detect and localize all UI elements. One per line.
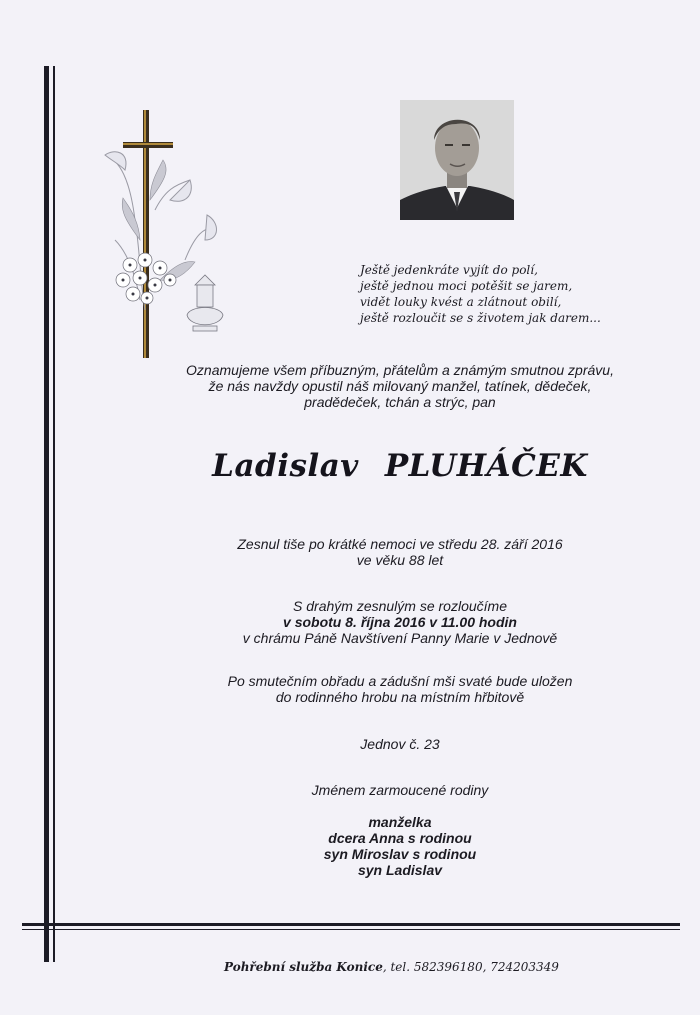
border-horizontal-thin (22, 929, 680, 930)
announcement (140, 362, 660, 410)
funeral-company: Pohřební služba Konice (224, 960, 383, 974)
announcement-line: že nás navždy opustil náš milovaný manžel, tatínek, dědeček, (208, 378, 592, 394)
deceased-name (140, 448, 660, 484)
family-intro: Jménem zarmoucené rodiny (311, 782, 489, 798)
poem (360, 262, 660, 326)
death-line: Zesnul tiše po krátké nemoci ve středu 28. září 2016 (237, 536, 563, 552)
burial-line: Po smutečním obřadu a zádušní mši svaté bude uložen (227, 673, 573, 689)
family-member: syn Miroslav s rodinou (323, 846, 477, 862)
announcement-line: Oznamujeme všem příbuzným, přátelům a známým smutnou zprávu, (186, 362, 614, 378)
footer (224, 960, 559, 974)
farewell-info (140, 598, 660, 646)
family-member: syn Ladislav (357, 862, 443, 878)
border-vertical-thin (53, 66, 55, 962)
portrait-photo (400, 100, 514, 220)
poem-line: vidět louky kvést a zlátnout obilí, (360, 295, 562, 309)
farewell-place: v chrámu Páně Navštívení Panny Marie v Jednově (242, 630, 558, 646)
company-contact: , tel. 582396180, 724203349 (382, 960, 559, 974)
death-info (140, 536, 660, 568)
first-name: Ladislav (212, 448, 359, 484)
burial-line: do rodinného hrobu na místním hřbitově (275, 689, 525, 705)
address: Jednov č. 23 (360, 736, 440, 752)
cross-with-flowers-icon (95, 100, 225, 365)
farewell-date-time: v sobotu 8. října 2016 v 11.00 hodin (283, 614, 517, 630)
border-vertical-thick (44, 66, 49, 962)
farewell-intro: S drahým zesnulým se rozloučíme (293, 598, 507, 614)
family-member: manželka (368, 814, 432, 830)
poem-line: ještě jednou moci potěšit se jarem, (360, 279, 573, 293)
burial-info (140, 673, 660, 705)
border-horizontal-thick (22, 923, 680, 926)
poem-line: Ještě jedenkráte vyjít do polí, (360, 263, 538, 277)
family-members (140, 814, 660, 878)
announcement-line: pradědeček, tchán a strýc, pan (304, 394, 496, 410)
last-name: PLUHÁČEK (384, 448, 588, 484)
family-member: dcera Anna s rodinou (328, 830, 472, 846)
death-line: ve věku 88 let (356, 552, 444, 568)
poem-line: ještě rozloučit se s životem jak darem... (360, 311, 601, 325)
